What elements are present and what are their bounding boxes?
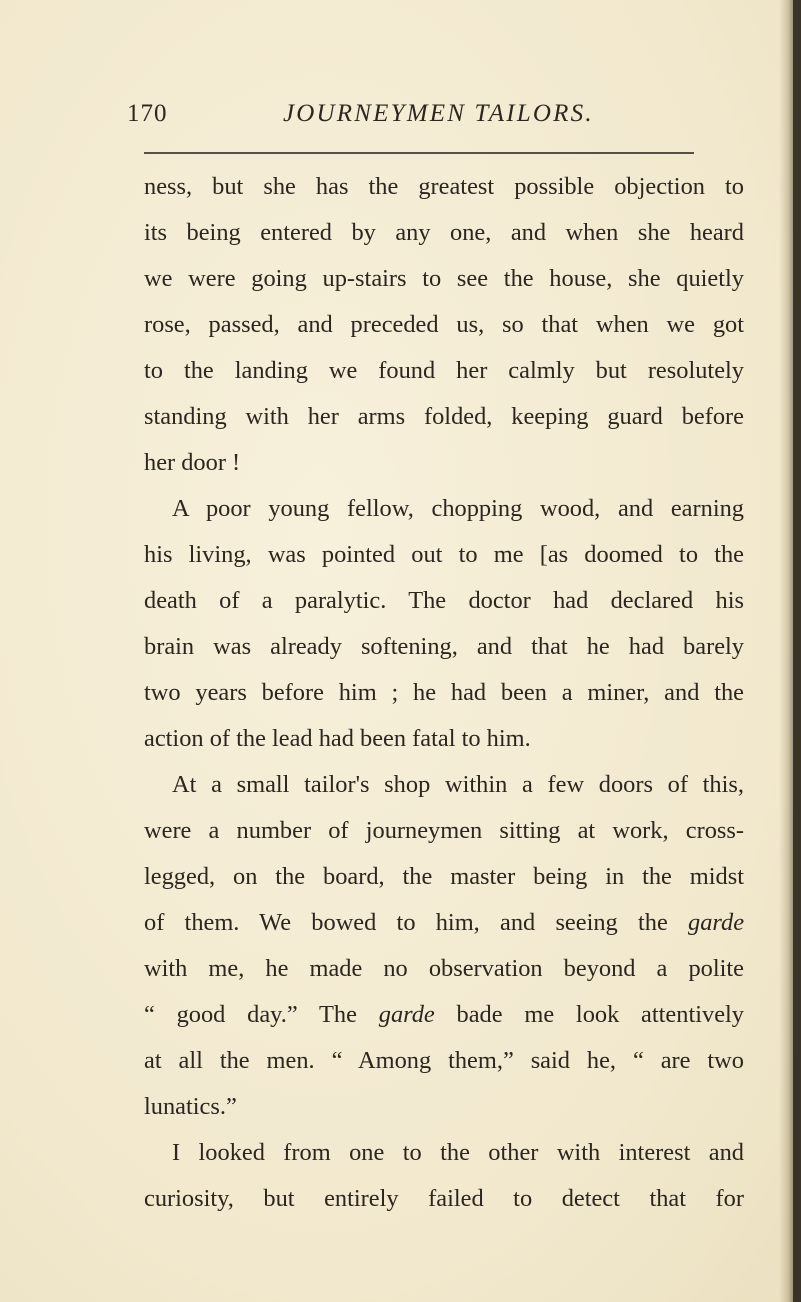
text-line: lunatics.” <box>144 1093 237 1120</box>
text-line: two years before him ; he had been a miner, and the <box>144 679 744 706</box>
text-line <box>144 900 744 946</box>
body-text <box>144 164 744 1222</box>
text-line: standing with her arms folded, keeping guard before <box>144 403 744 430</box>
text-line: rose, passed, and preceded us, so that when we got <box>144 311 744 338</box>
text-line: I looked from one to the other with interest and <box>172 1139 744 1166</box>
header-rule <box>144 152 694 154</box>
running-title: JOURNEYMEN TAILORS. <box>283 100 594 127</box>
text-line: At a small tailor's shop within a few doors of this, <box>172 771 744 798</box>
text-segment: “ good day.” The <box>144 1001 357 1028</box>
text-line: death of a paralytic. The doctor had declared his <box>144 587 744 614</box>
page-number: 170 <box>127 100 168 127</box>
text-segment: of them. We bowed to him, and seeing the <box>144 909 668 936</box>
text-line: her door ! <box>144 449 241 476</box>
text-line: were a number of journeymen sitting at work, cross- <box>144 817 744 844</box>
text-segment: bade me look attentively <box>456 1001 744 1028</box>
page-edge <box>793 0 801 1302</box>
text-line: his living, was pointed out to me [as doomed to the <box>144 541 744 568</box>
text-line: curiosity, but entirely failed to detect that for <box>144 1185 744 1212</box>
italic-word: garde <box>378 1001 435 1028</box>
text-line: to the landing we found her calmly but resolutely <box>144 357 744 384</box>
text-line: with me, he made no observation beyond a polite <box>144 955 744 982</box>
text-line <box>144 992 744 1038</box>
text-line: its being entered by any one, and when she heard <box>144 219 744 246</box>
text-line: ness, but she has the greatest possible objection to <box>144 173 744 200</box>
text-line: A poor young fellow, chopping wood, and earning <box>172 495 744 522</box>
text-line: action of the lead had been fatal to him. <box>144 725 531 752</box>
text-line: we were going up-stairs to see the house, she quietly <box>144 265 744 292</box>
italic-word: garde <box>688 909 745 936</box>
running-head <box>0 100 801 136</box>
text-line: brain was already softening, and that he had barely <box>144 633 744 660</box>
text-line: at all the men. “ Among them,” said he, “ are two <box>144 1047 744 1074</box>
text-line: legged, on the board, the master being in the midst <box>144 863 744 890</box>
